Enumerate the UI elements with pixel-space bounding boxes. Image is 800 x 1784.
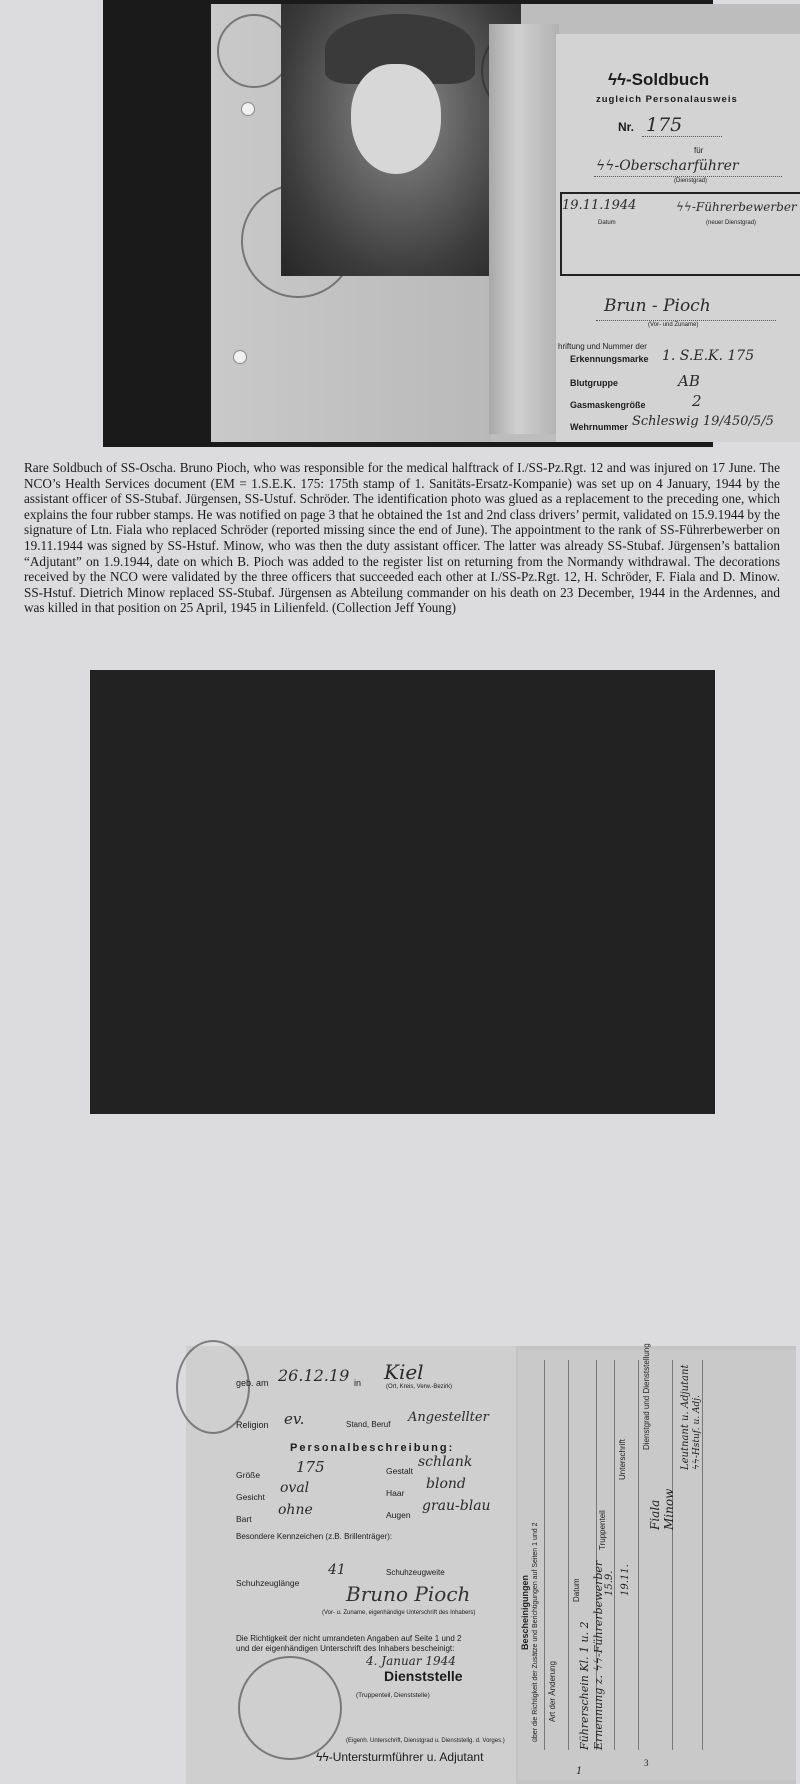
gestalt-value: schlank [418,1454,473,1470]
eagle-stamp-icon [217,14,291,88]
officer-title: ϟϟ-Untersturmführer u. Adjutant [316,1750,484,1764]
rank-line [594,176,782,177]
holder-name: Brun - Pioch [604,296,711,316]
gestalt-label: Gestalt [386,1466,413,1476]
row-2-dienstgrad: ϟϟ-Hstuf. u. Adj. [692,1395,702,1470]
id-portrait-photo [281,4,521,276]
wehr-label: Wehrnummer [570,422,628,432]
erk-label-1: hriftung und Nummer der [558,342,647,351]
troop-caption: (Truppenteil, Dienststelle) [356,1692,430,1699]
caption-text: Rare Soldbuch of SS-Oscha. Bruno Pioch, who was responsible for the medical halftrack of I./SS-Pz.Rgt. 12 and was injured on 17 June. The NCO’s Health Services document (EM = 1.S.E.K. 175: 175th stamp of 1. Sanitäts-Ersatz-Kompanie) was set up on 4 January, 1944 by the assistant officer of SS-Stubaf. Jürgensen, SS-Ustuf. Schröder. The identification photo was glued as a replacement to the preceding one, which explains the four rubber stamps. He was notified on page 3 that he obtained the 1st and 2nd class drivers’ permit, validated on 15.9.1944 by the signature of Ltn. Fiala who replaced Schröder (reported missing since the end of June). The appointment to the rank of SS-Führerbewerber on 19.11.1944 was signed by SS-Hstuf. Minow, who was then the duty assistant officer. The latter was already SS-Stubaf. Jürgensen’s battalion “Adjutant” on 1.9.1944, date on which B. Pioch was added to the register list on returning from the Normandy withdrawal. The decorations received by the NCO were validated by the three officers that succeeded each other at I./SS-Pz.Rgt. 12, H. Schröder, F. Fiala and D. Minow. SS-Hstuf. Dietrich Minow replaced SS-Stubaf. Jürgensen as Abteilung commander on his death on 23 December, 1944 in the Ardennes, and was killed in that position on 25 April, 1945 in Lilienfeld. (Collection Jeff Young) [24,460,780,616]
signature-caption: (Vor- u. Zuname, eigenhändige Unterschrift des Inhabers) [322,1610,476,1616]
soldbuch-photo [103,0,797,447]
place-caption: (Ort, Kreis, Verw.-Bezirk) [386,1384,453,1390]
stand-label: Stand, Beruf [346,1420,391,1429]
erk-value: 1. S.E.K. 175 [662,348,755,364]
row-1-number: 1 [576,1766,583,1777]
soldbuch-page-spread [186,1343,796,1784]
attest-line-1: Die Richtigkeit der nicht umrandeten Angaben auf Seite 1 und 2 [236,1634,462,1643]
row-2-unterschrift: Minow [662,1488,676,1530]
gesicht-label: Gesicht [236,1492,265,1502]
soldbuch-subtitle: zugleich Personalausweis [596,94,738,105]
column-rule [614,1360,615,1750]
col-datum: Datum [572,1578,581,1602]
rank-caption: (Dienstgrad) [674,178,708,184]
blood-label: Blutgruppe [570,378,618,388]
holder-signature: Bruno Pioch [346,1582,471,1606]
personalbeschreibung-heading: Personalbeschreibung: [290,1442,455,1454]
soldbuch-open-book [211,4,800,442]
page-2 [186,1346,516,1784]
in-label: in [354,1378,362,1388]
bescheinigungen-title: Bescheinigungen [520,1574,530,1650]
column-rule [568,1360,569,1750]
col-truppenteil: Truppenteil [598,1510,607,1550]
groesse-label: Größe [236,1470,261,1480]
augen-value: grau-blau [422,1498,491,1514]
col-dienstgrad: Dienstgrad und Dienststellung [642,1343,651,1450]
nr-value: 175 [646,114,683,136]
fuer-label: für [694,146,704,155]
promotion-date: 19.11.1944 [562,198,637,213]
blood-value: AB [678,372,700,390]
page-number: 3 [644,1758,649,1768]
soldbuch-right-page [556,34,800,442]
page-3-bescheinigungen [518,1343,796,1780]
geb-label: geb. am [236,1378,269,1388]
name-caption: (Vor- und Zuname) [648,322,699,328]
column-rule [638,1360,639,1750]
punch-hole [241,102,255,116]
place-value: Kiel [384,1360,424,1384]
column-rule [672,1360,673,1750]
officer-caption: (Eigenh. Unterschrift, Dienstgrad u. Dienststellg. d. Vorges.) [346,1738,505,1744]
religion-value: ev. [284,1410,305,1428]
gas-label: Gasmaskengröße [570,400,646,410]
religion-label: Religion [236,1420,269,1430]
schuhzeug-label: Schuhzeuglänge [236,1578,300,1588]
column-rule [702,1360,703,1750]
row-1-dienstgrad: Leutnant u. Adjutant [680,1364,691,1470]
new-rank-caption: (neuer Dienstgrad) [706,220,757,226]
bescheinigungen-subtitle: über die Richtigkeit der Zusätze und Berichtigungen auf Seiten 1 und 2 [532,1522,539,1742]
attest-line-2: und der eigenhändigen Unterschrift des Inhabers bescheinigt: [236,1644,455,1653]
gesicht-value: oval [280,1480,310,1496]
attest-date: 4. Januar 1944 [366,1654,456,1668]
schuhzeug-value: 41 [328,1562,346,1578]
nr-label: Nr. [618,120,635,134]
row-1-art: Führerschein Kl. 1 u. 2 [578,1621,591,1750]
kennzeichen-label: Besondere Kennzeichen (z.B. Brillenträger): [236,1532,393,1541]
erk-label-2: Erkennungsmarke [570,354,649,364]
stand-value: Angestellter [408,1410,489,1425]
bart-value: ohne [278,1502,313,1518]
row-1-datum: 15.9. [604,1570,615,1596]
col-art: Art der Änderung [548,1661,557,1722]
name-line [596,320,776,321]
gas-value: 2 [692,392,702,410]
row-2-datum: 19.11. [620,1564,631,1596]
eagle-stamp-icon [238,1656,342,1760]
new-rank-value: ϟϟ-Führerbewerber [676,200,797,214]
row-2-art: Ernennung z. ϟϟ-Führerbewerber [592,1560,605,1750]
geb-value: 26.12.19 [278,1366,350,1385]
column-rule [544,1360,545,1750]
rank-value: ϟϟ-Oberscharführer [596,158,739,174]
date-label: Datum [598,220,616,226]
haar-label: Haar [386,1488,405,1498]
row-1-unterschrift: Fiala [648,1499,662,1530]
dienststelle-stamp: Dienststelle [384,1668,463,1684]
augen-label: Augen [386,1510,411,1520]
schuhweite-label: Schuhzeugweite [386,1568,445,1577]
col-unterschrift: Unterschrift [618,1439,627,1480]
soldbuch-pages-photo [90,670,715,1777]
groesse-value: 175 [296,1458,325,1476]
face [351,64,441,174]
wehr-value: Schleswig 19/450/5/5 [632,414,774,429]
bart-label: Bart [236,1514,252,1524]
photo-caption [24,460,780,616]
punch-hole [233,350,247,364]
haar-value: blond [426,1476,466,1492]
book-spine [489,24,559,434]
soldbuch-title: ϟϟ-Soldbuch [608,70,710,89]
nr-line [642,136,722,137]
